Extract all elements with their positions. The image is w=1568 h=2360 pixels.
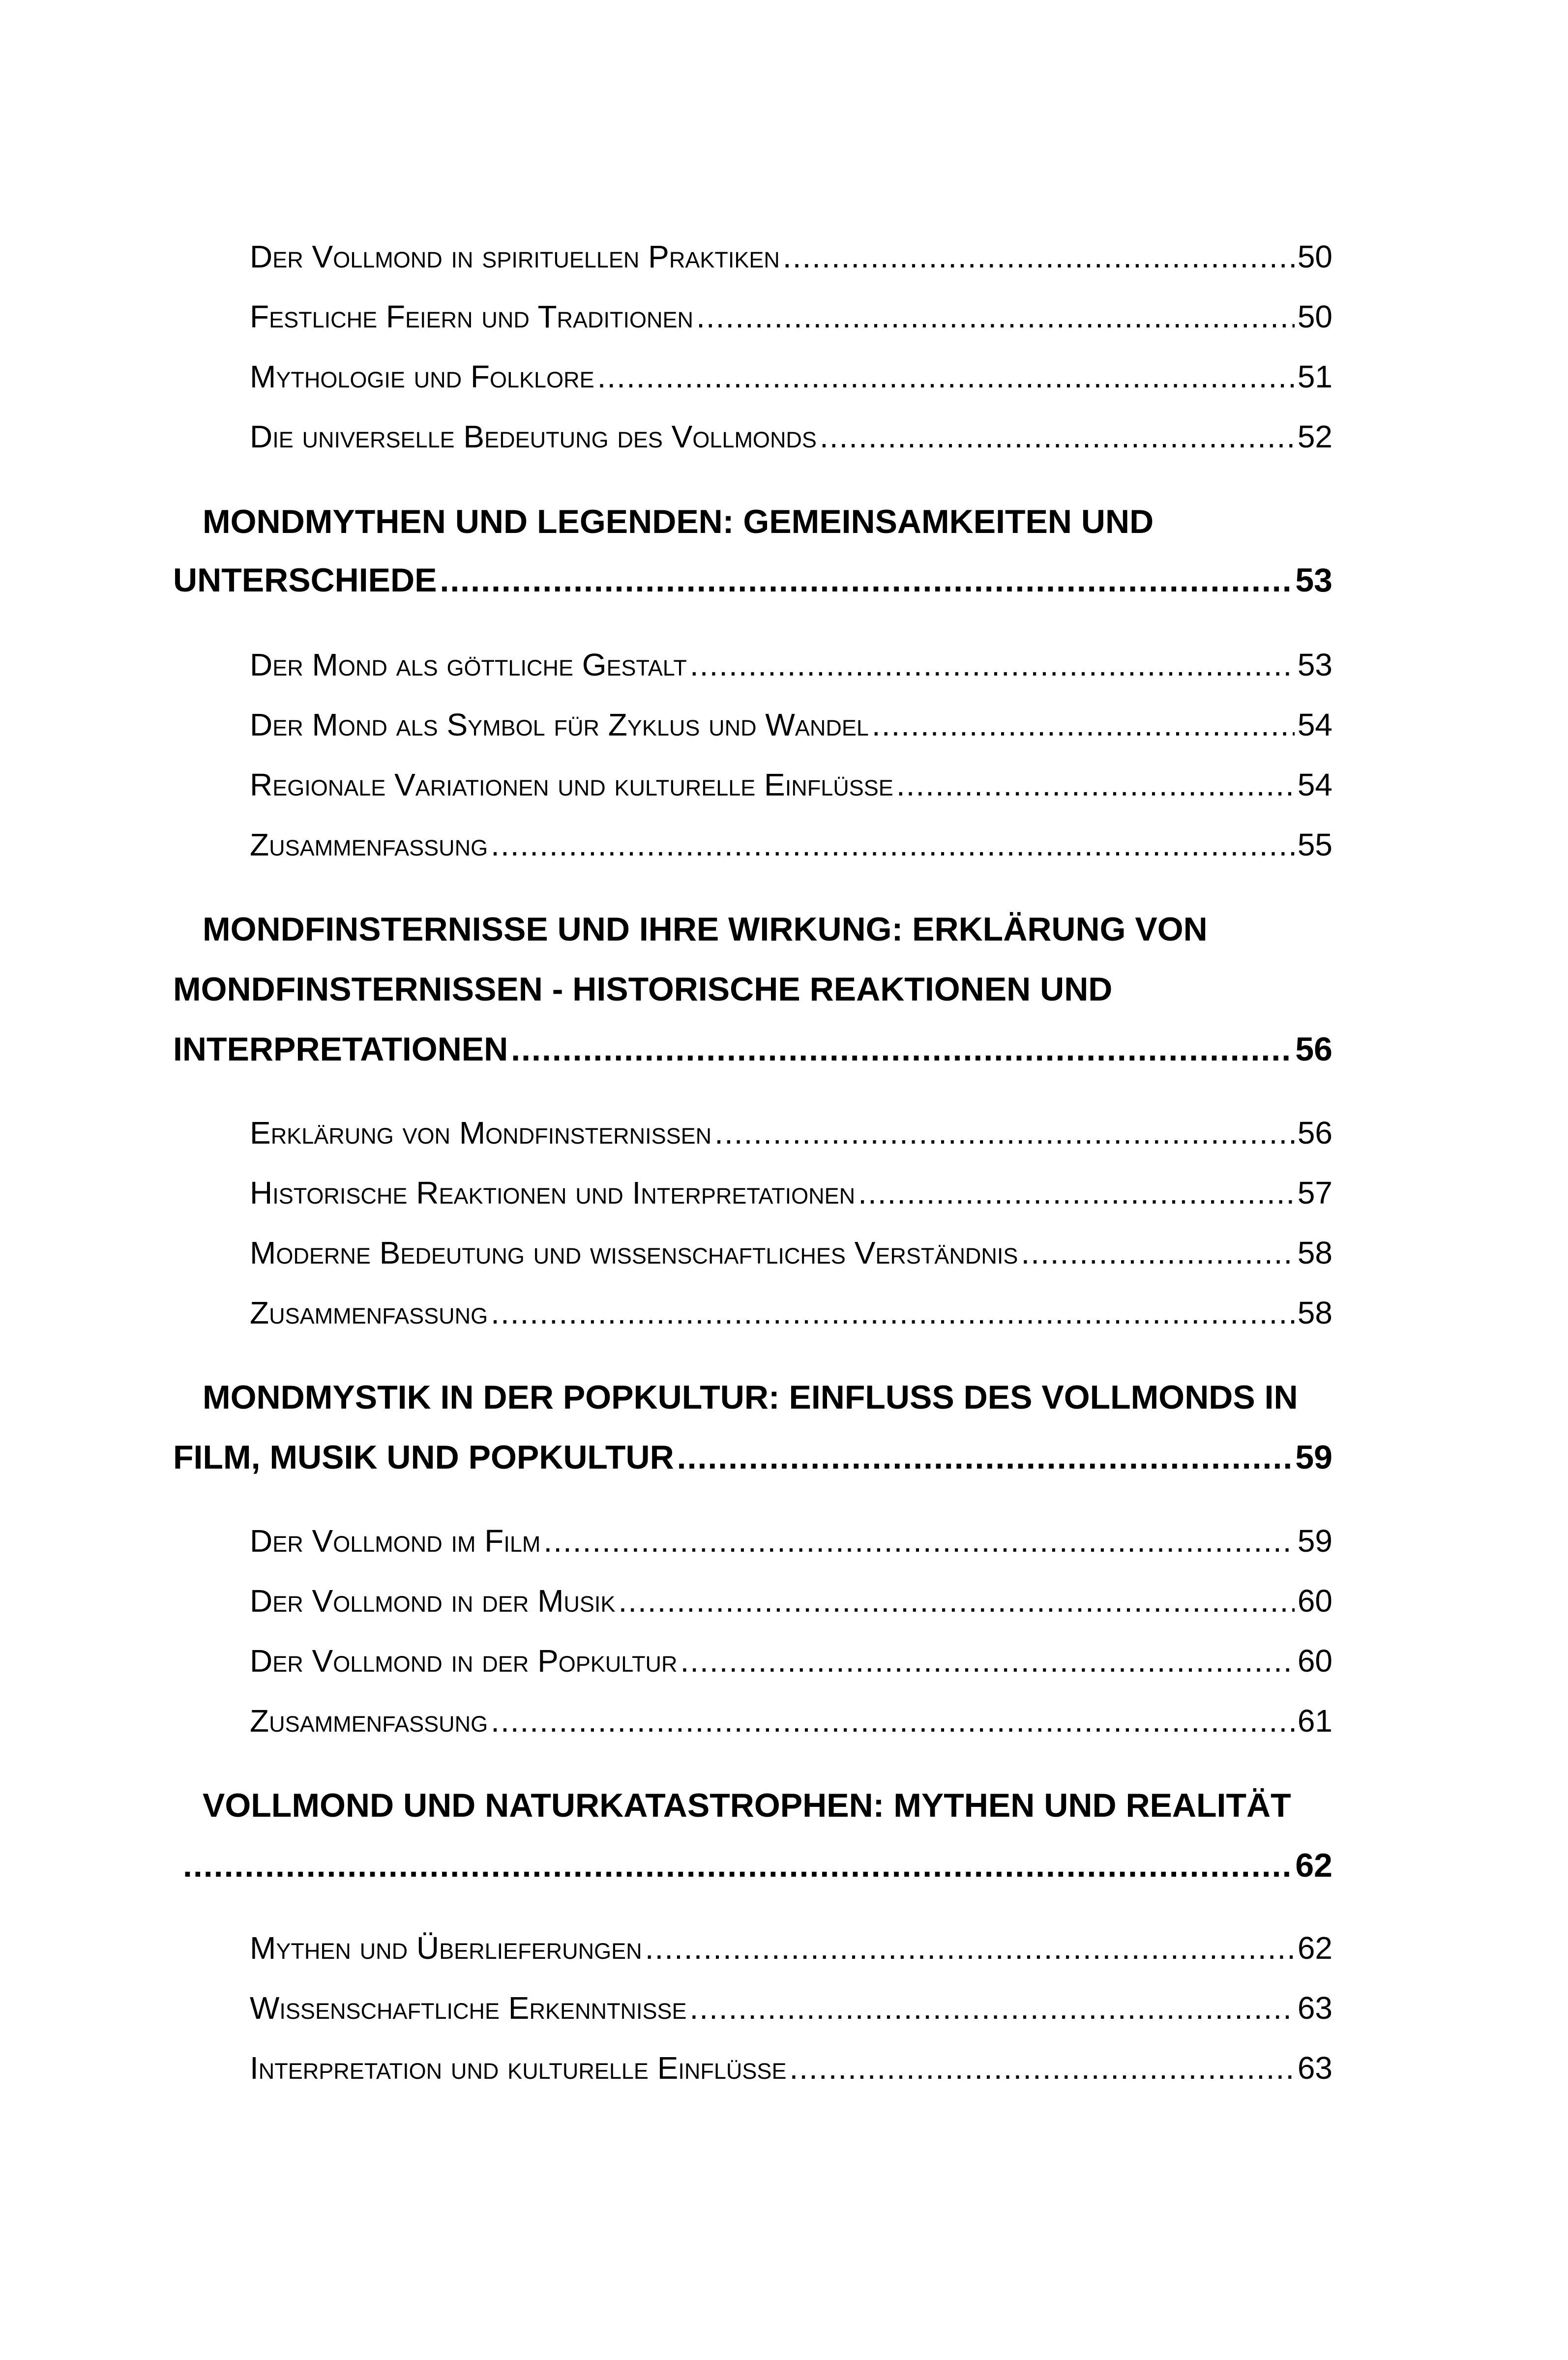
- dot-leader: [597, 353, 1295, 400]
- toc-chapter-title-line[interactable]: MONDMYSTIK IN DER POPKULTUR: EINFLUSS DES VOLLMONDS IN: [203, 1379, 1298, 1416]
- toc-subentry[interactable]: [250, 1924, 1332, 1972]
- toc-chapter-title-line[interactable]: MONDMYTHEN UND LEGENDEN: GEMEINSAMKEITEN UND: [203, 503, 1154, 540]
- toc-subentry[interactable]: [250, 353, 1332, 400]
- toc-subentry[interactable]: [250, 1109, 1332, 1156]
- dot-leader: [645, 1924, 1295, 1972]
- toc-subentry[interactable]: [250, 701, 1332, 748]
- toc-chapter-entry[interactable]: [173, 1025, 1332, 1074]
- dot-leader: [440, 556, 1293, 605]
- toc-subentry-title: Mythen und Überlieferungen: [250, 1930, 642, 1966]
- toc-page-number: 50: [1297, 239, 1332, 274]
- toc-subentry-title: Der Vollmond in spirituellen Praktiken: [250, 239, 780, 274]
- toc-subentry[interactable]: [250, 413, 1332, 460]
- toc-chapter-title-line[interactable]: MONDFINSTERNISSE UND IHRE WIRKUNG: ERKLÄRUNG VON: [203, 911, 1208, 948]
- dot-leader: [858, 1169, 1295, 1216]
- toc-chapter-entry[interactable]: [173, 556, 1332, 605]
- toc-page-number: 62: [1295, 1847, 1332, 1884]
- toc-subentry-title: Wissenschaftliche Erkenntnisse: [250, 1990, 687, 2026]
- toc-subentry[interactable]: [250, 1289, 1332, 1336]
- toc-page-number: 58: [1297, 1295, 1332, 1330]
- toc-chapter-title-line: UNTERSCHIEDE: [173, 561, 437, 599]
- toc-subentry-title: Interpretation und kulturelle Einflüsse: [250, 2050, 787, 2086]
- toc-subentry[interactable]: [250, 641, 1332, 688]
- toc-page-number: 63: [1297, 2050, 1332, 2086]
- dot-leader: [183, 1841, 1292, 1890]
- toc-subentry[interactable]: [250, 2044, 1332, 2092]
- dot-leader: [783, 233, 1295, 280]
- toc-subentry[interactable]: [250, 1517, 1332, 1564]
- toc-page-number: 59: [1297, 1523, 1332, 1559]
- dot-leader: [690, 641, 1295, 688]
- dot-leader: [696, 293, 1295, 340]
- toc-subentry[interactable]: [250, 1169, 1332, 1216]
- dot-leader: [543, 1517, 1294, 1564]
- toc-page-number: 59: [1295, 1439, 1332, 1476]
- toc-page-number: 56: [1295, 1031, 1332, 1068]
- toc-subentry-title: Der Mond als Symbol für Zyklus und Wandel: [250, 707, 869, 742]
- toc-subentry[interactable]: [250, 293, 1332, 340]
- toc-page-number: 63: [1297, 1990, 1332, 2026]
- toc-subentry-title: Zusammenfassung: [250, 1295, 488, 1330]
- toc-page-number: 53: [1295, 561, 1332, 599]
- toc-subentry[interactable]: [250, 1229, 1332, 1276]
- toc-subentry-title: Der Vollmond in der Popkultur: [250, 1643, 678, 1679]
- dot-leader: [820, 413, 1295, 460]
- toc-subentry-title: Moderne Bedeutung und wissenschaftliches Verständnis: [250, 1235, 1018, 1270]
- toc-page-number: 62: [1297, 1930, 1332, 1966]
- toc-chapter-title-line[interactable]: MONDFINSTERNISSEN - HISTORISCHE REAKTIONEN UND: [173, 971, 1113, 1008]
- toc-subentry-title: Mythologie und Folklore: [250, 359, 594, 394]
- dot-leader: [511, 1025, 1292, 1074]
- toc-page-number: 57: [1297, 1175, 1332, 1210]
- toc-chapter-title-line: FILM, MUSIK UND POPKULTUR: [173, 1439, 674, 1476]
- toc-subentry[interactable]: [250, 1577, 1332, 1624]
- dot-leader: [618, 1577, 1294, 1624]
- toc-subentry-title: Festliche Feiern und Traditionen: [250, 299, 694, 334]
- toc-subentry-title: Zusammenfassung: [250, 827, 488, 862]
- toc-subentry[interactable]: [250, 1637, 1332, 1684]
- toc-page-number: 56: [1297, 1115, 1332, 1150]
- toc-chapter-title-line[interactable]: VOLLMOND UND NATURKATASTROPHEN: MYTHEN UND REALITÄT: [203, 1787, 1291, 1824]
- dot-leader: [491, 1697, 1295, 1744]
- toc-page-number: 50: [1297, 299, 1332, 334]
- dot-leader: [872, 701, 1295, 748]
- toc-page-number: 60: [1297, 1643, 1332, 1679]
- toc-subentry[interactable]: [250, 1697, 1332, 1744]
- toc-page-number: 52: [1297, 419, 1332, 454]
- toc-chapter-entry[interactable]: [183, 1841, 1332, 1890]
- toc-subentry[interactable]: [250, 761, 1332, 808]
- toc-page-number: 54: [1297, 767, 1332, 802]
- toc-subentry-title: Zusammenfassung: [250, 1703, 488, 1739]
- toc-subentry-title: Der Mond als göttliche Gestalt: [250, 647, 687, 682]
- toc-page-number: 58: [1297, 1235, 1332, 1270]
- toc-subentry-title: Die universelle Bedeutung des Vollmonds: [250, 419, 817, 454]
- dot-leader: [896, 761, 1295, 808]
- dot-leader: [789, 2044, 1294, 2092]
- toc-page-number: 55: [1297, 827, 1332, 862]
- toc-chapter-title-line: INTERPRETATIONEN: [173, 1031, 508, 1068]
- dot-leader: [680, 1637, 1294, 1684]
- toc-page-number: 61: [1297, 1703, 1332, 1739]
- toc-subentry-title: Der Vollmond im Film: [250, 1523, 541, 1559]
- toc-page-number: 54: [1297, 707, 1332, 742]
- dot-leader: [690, 1984, 1295, 2032]
- toc-page-number: 60: [1297, 1583, 1332, 1619]
- dot-leader: [677, 1433, 1293, 1482]
- toc-subentry[interactable]: [250, 821, 1332, 868]
- dot-leader: [1021, 1229, 1294, 1276]
- toc-page-number: 53: [1297, 647, 1332, 682]
- dot-leader: [491, 821, 1295, 868]
- toc-subentry-title: Der Vollmond in der Musik: [250, 1583, 616, 1619]
- toc-subentry-title: Erklärung von Mondfinsternissen: [250, 1115, 712, 1150]
- dot-leader: [714, 1109, 1295, 1156]
- toc-subentry[interactable]: [250, 233, 1332, 280]
- toc-page-number: 51: [1297, 359, 1332, 394]
- toc-subentry-title: Regionale Variationen und kulturelle Einflüsse: [250, 767, 893, 802]
- toc-subentry[interactable]: [250, 1984, 1332, 2032]
- toc-chapter-entry[interactable]: [173, 1433, 1332, 1482]
- dot-leader: [491, 1289, 1295, 1336]
- toc-subentry-title: Historische Reaktionen und Interpretationen: [250, 1175, 856, 1210]
